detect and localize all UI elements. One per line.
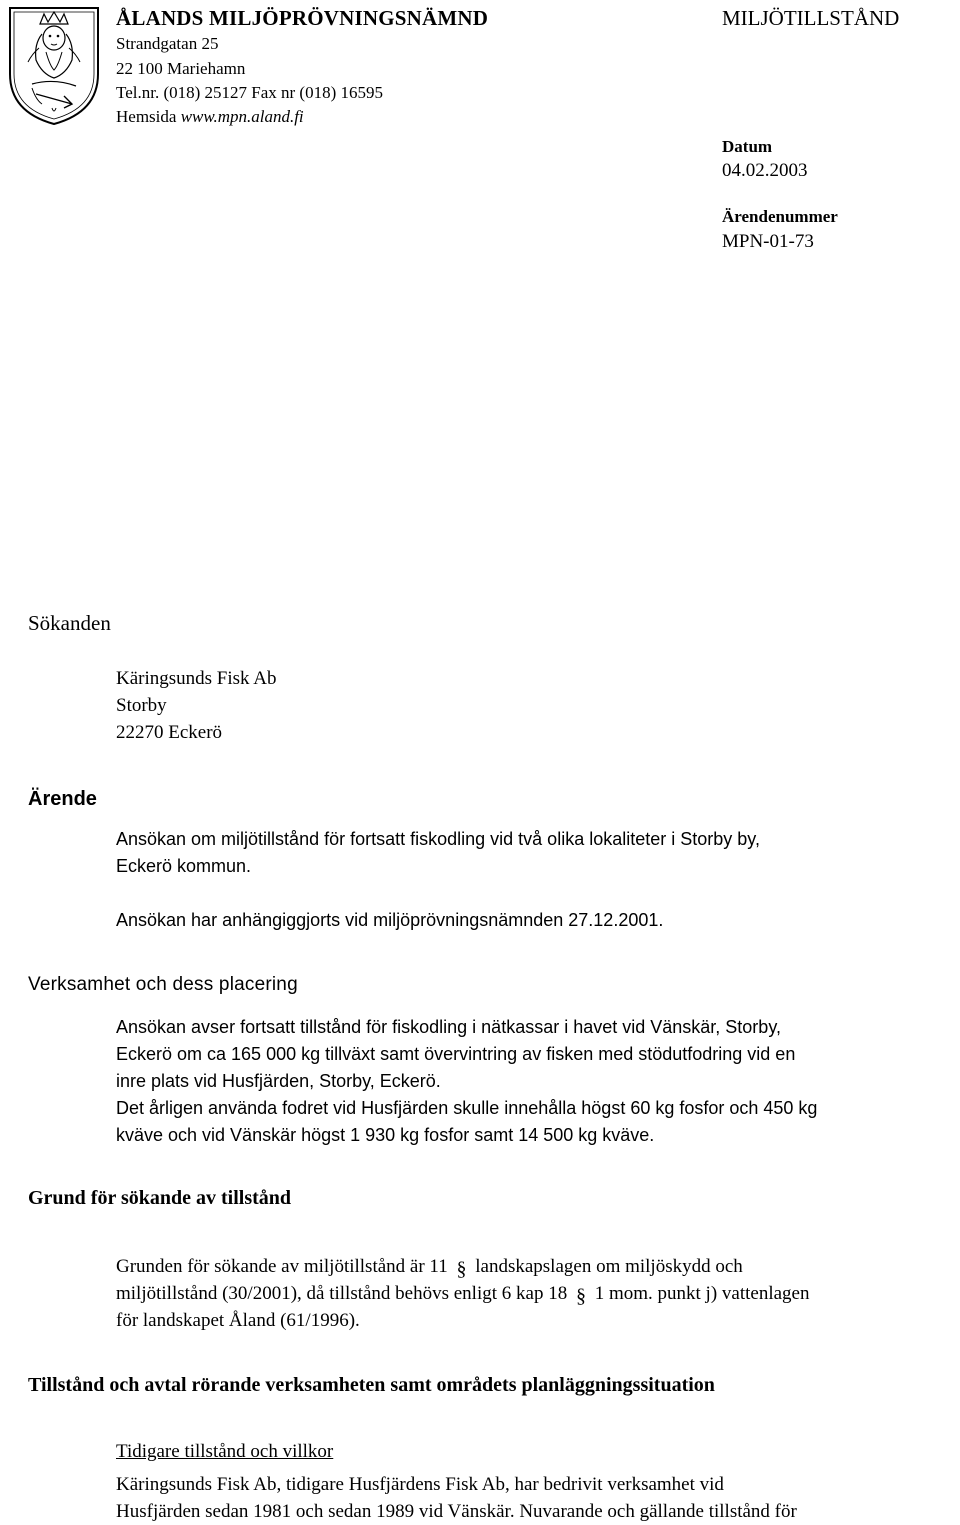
- address-postal: 22 100 Mariehamn: [116, 59, 246, 78]
- operation-line-3: inre plats vid Husfjärden, Storby, Eckerö.: [116, 1071, 441, 1091]
- operation-heading: Verksamhet och dess placering: [28, 974, 298, 995]
- address-street: Strandgatan 25: [116, 34, 219, 53]
- website-label: Hemsida: [116, 107, 181, 126]
- matter-heading: Ärende: [28, 788, 97, 810]
- operation-line-4: Det årligen använda fodret vid Husfjärden skulle innehålla högst 60 kg fosfor och 450 kg: [116, 1098, 818, 1118]
- grounds-line-3: för landskapet Åland (61/1996).: [116, 1310, 360, 1331]
- matter-filed: Ansökan har anhängiggjorts vid miljöprövningsnämnden 27.12.2001.: [116, 910, 664, 930]
- permits-heading: Tillstånd och avtal rörande verksamheten samt områdets planläggningssituation: [28, 1374, 715, 1396]
- document-type: MILJÖTILLSTÅND: [722, 6, 900, 30]
- authority-name: ÅLANDS MILJÖPRÖVNINGSNÄMND: [116, 6, 489, 30]
- grounds-line-1: Grunden för sökande av miljötillstånd är 11 § landskapslagen om miljöskydd och: [116, 1253, 960, 1280]
- operation-line-5: kväve och vid Vänskär högst 1 930 kg fosfor samt 14 500 kg kväve.: [116, 1125, 655, 1145]
- case-number-label: Ärendenummer: [722, 207, 838, 226]
- coat-of-arms-icon: [6, 4, 102, 128]
- grounds-heading: Grund för sökande av tillstånd: [28, 1187, 292, 1209]
- date-label: Datum: [722, 137, 773, 156]
- matter-line-2: Eckerö kommun.: [116, 856, 252, 876]
- website-link[interactable]: www.mpn.aland.fi: [180, 107, 304, 126]
- section-symbol-1: §: [456, 1258, 467, 1280]
- applicant-heading: Sökanden: [28, 611, 111, 635]
- date-value: 04.02.2003: [722, 160, 808, 181]
- applicant-village: Storby: [116, 695, 167, 716]
- operation-line-1: Ansökan avser fortsatt tillstånd för fiskodling i nätkassar i havet vid Vänskär, Storby,: [116, 1017, 781, 1037]
- section-symbol-2: §: [575, 1285, 586, 1307]
- operation-line-2: Eckerö om ca 165 000 kg tillväxt samt övervintring av fisken med stödutfodring vid en: [116, 1044, 796, 1064]
- applicant-name: Käringsunds Fisk Ab: [116, 668, 277, 689]
- permits-line-1: Käringsunds Fisk Ab, tidigare Husfjärdens Fisk Ab, har bedrivit verksamhet vid: [116, 1474, 724, 1495]
- matter-line-1: Ansökan om miljötillstånd för fortsatt fiskodling vid två olika lokaliteter i Storby by,: [116, 829, 760, 849]
- phone-fax: Tel.nr. (018) 25127 Fax nr (018) 16595: [116, 83, 383, 102]
- permits-line-2: Husfjärden sedan 1981 och sedan 1989 vid Vänskär. Nuvarande och gällande tillstånd för: [116, 1501, 797, 1522]
- permits-subheading: Tidigare tillstånd och villkor: [116, 1441, 334, 1462]
- grounds-line-2: miljötillstånd (30/2001), då tillstånd behövs enligt 6 kap 18 § 1 mom. punkt j) vattenlagen: [116, 1280, 960, 1307]
- website-line: [116, 106, 304, 128]
- applicant-postal: 22270 Eckerö: [116, 722, 223, 743]
- case-number-value: MPN-01-73: [722, 231, 814, 252]
